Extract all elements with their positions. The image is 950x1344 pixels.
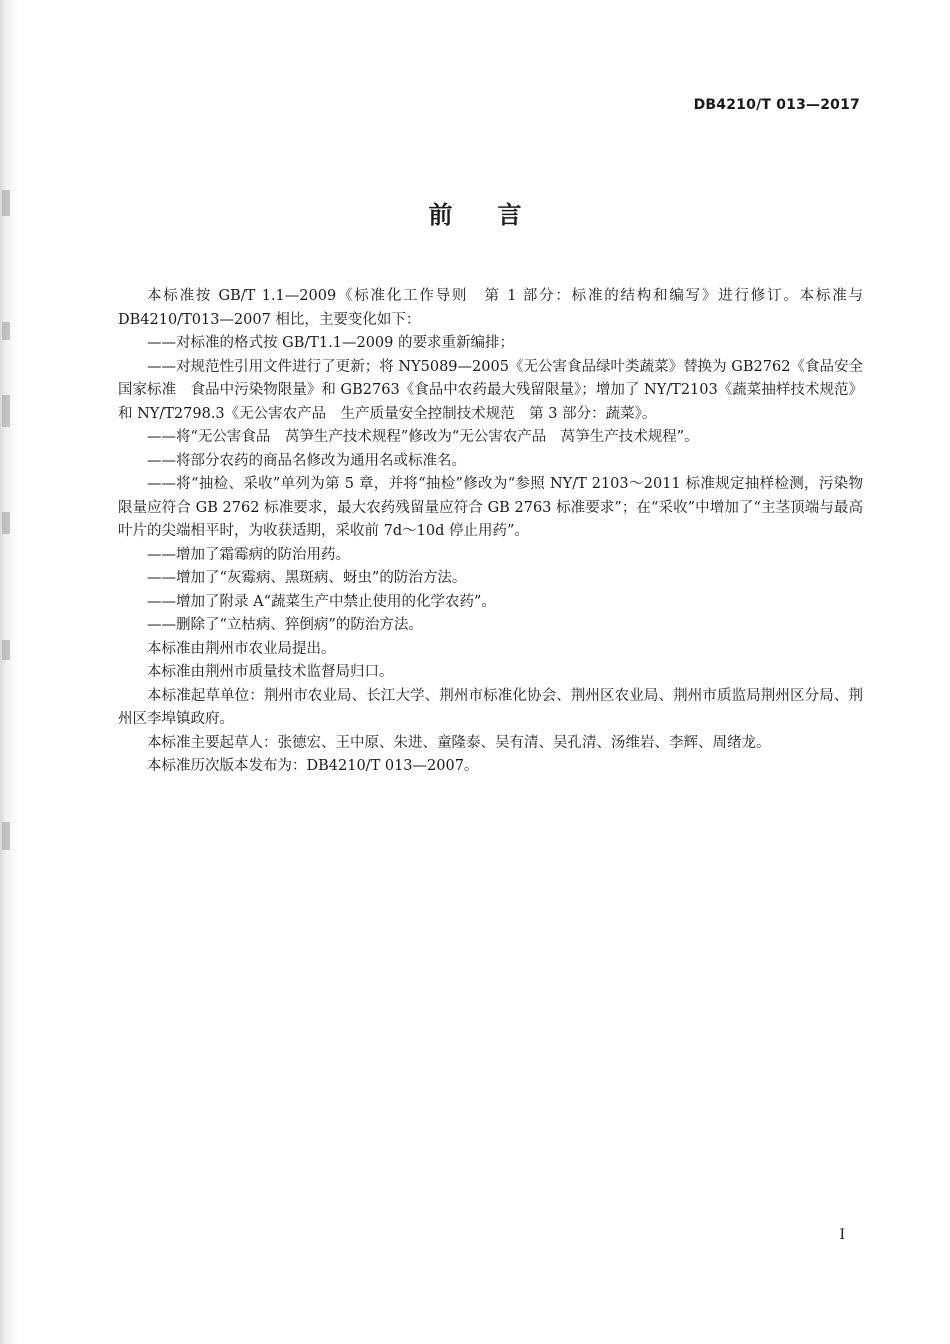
preface-body <box>118 285 863 779</box>
scan-mark <box>2 822 10 850</box>
scan-mark <box>2 395 10 427</box>
change-item-title: ——将“无公害食品 莴笋生产技术规程”修改为“无公害农产品 莴笋生产技术规程”。 <box>147 429 699 445</box>
scan-mark <box>2 322 10 340</box>
scan-mark <box>2 640 10 660</box>
document-code: DB4210/T 013—2017 <box>693 97 860 113</box>
change-item-references: ——对规范性引用文件进行了更新；将 NY5089—2005《无公害食品绿叶类蔬菜》替换为 GB2762《食品安全国家标准 食品中污染物限量》和 GB2763《食品中农药最大残留限量》；增加了 NY/T2103《蔬菜抽样技术规范》和 NY/T2798.3《无公害农产品 生产质量安全控制技术规范 第 3 部分：蔬菜》。 <box>118 358 863 422</box>
main-drafters: 本标准主要起草人：张德宏、王中原、朱进、童隆泰、吴有清、吴孔清、汤维岩、李辉、周绪龙。 <box>147 734 771 751</box>
administrator-statement: 本标准由荆州市质量技术监督局归口。 <box>147 664 394 680</box>
previous-editions: 本标准历次版本发布为：DB4210/T 013—2007。 <box>147 758 479 774</box>
paragraph-intro: 本标准按 GB/T 1.1—2009《标准化工作导则 第 1 部分：标准的结构和编写》进行修订。本标准与 DB4210/T013—2007 相比，主要变化如下： <box>118 288 863 328</box>
drafting-units: 本标准起草单位：荆州市农业局、长江大学、荆州市标准化协会、荆州区农业局、荆州市质监局荆州区分局、荆州区李埠镇政府。 <box>118 687 863 727</box>
change-item-pesticide-names: ——将部分农药的商品名修改为通用名或标准名。 <box>147 452 466 469</box>
proposer-statement: 本标准由荆州市农业局提出。 <box>147 640 336 657</box>
scan-mark <box>2 512 10 534</box>
page-number: I <box>839 1227 845 1243</box>
change-item-sampling-harvest: ——将“抽检、采收”单列为第 5 章，并将“抽检”修改为“参照 NY/T 2103～2011 标准规定抽样检测，污染物限量应符合 GB 2762 标准要求，最大农药残留量应符合 GB 2763 标准要求”；在“采收”中增加了“主茎顶端与最高叶片的尖端相平时，为收获适期，采收前 7d～10d 停止用药”。 <box>118 476 863 539</box>
change-item-deleted: ——删除了“立枯病、猝倒病”的防治方法。 <box>147 617 423 633</box>
page-title: 前言 <box>428 201 567 229</box>
change-item-annex-a: ——增加了附录 A“蔬菜生产中禁止使用的化学农药”。 <box>147 593 496 610</box>
change-item-control-methods: ——增加了“灰霉病、黑斑病、蚜虫”的防治方法。 <box>147 570 467 586</box>
change-item-downy-mildew: ——增加了霜霉病的防治用药。 <box>147 546 350 563</box>
change-item-format: ——对标准的格式按 GB/T1.1—2009 的要求重新编排； <box>147 335 514 351</box>
